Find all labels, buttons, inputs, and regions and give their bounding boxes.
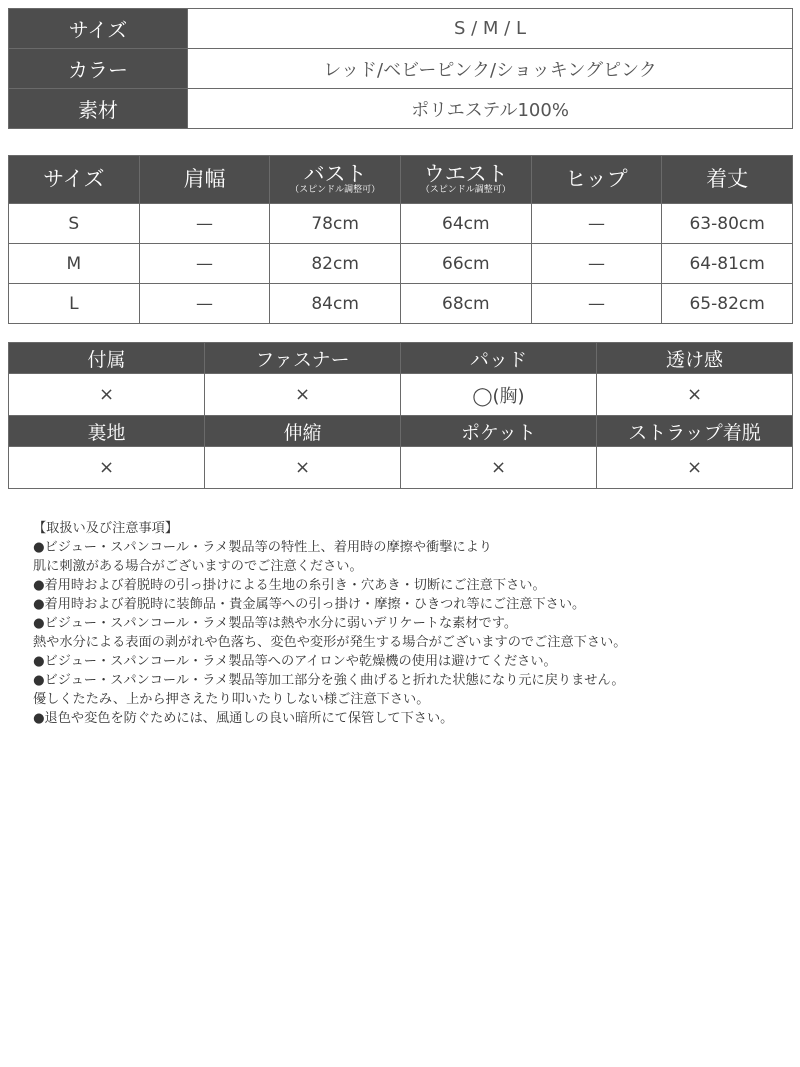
feature-header-lining: 裏地 — [9, 416, 205, 447]
feature-value-pad: ◯(胸) — [401, 374, 597, 416]
feature-value-accessory: × — [9, 374, 205, 416]
header-label: 着丈 — [706, 167, 749, 192]
cell-bust: 78cm — [270, 204, 401, 244]
features-table — [8, 342, 793, 489]
header-sublabel: （スピンドル調整可） — [290, 185, 381, 196]
feature-value-zipper: × — [205, 374, 401, 416]
feature-header-sheerness: 透け感 — [597, 343, 793, 374]
header-label: サイズ — [43, 167, 105, 192]
cell-size: M — [9, 244, 140, 284]
table-row — [9, 374, 793, 416]
spec-row-color — [9, 49, 793, 89]
feature-value-sheerness: × — [597, 374, 793, 416]
spec-row-size — [9, 9, 793, 49]
table-row — [9, 204, 793, 244]
table-row — [9, 447, 793, 489]
note-line: ●ビジュー・スパンコール・ラメ製品等の特性上、着用時の摩擦や衝撃により — [33, 540, 492, 555]
spec-table — [8, 8, 793, 129]
cell-bust: 82cm — [270, 244, 401, 284]
note-line: ●退色や変色を防ぐためには、風通しの良い暗所にて保管して下さい。 — [33, 711, 454, 726]
cell-shoulder: — — [139, 284, 270, 324]
notes-heading: 【取扱い及び注意事項】 — [33, 521, 179, 536]
size-header-size — [9, 156, 140, 204]
size-table — [8, 155, 793, 324]
cell-hip: — — [531, 204, 662, 244]
spec-material-label: 素材 — [9, 89, 188, 129]
care-notes — [33, 519, 793, 728]
spec-size-value: S / M / L — [188, 9, 793, 49]
cell-size: S — [9, 204, 140, 244]
cell-waist: 68cm — [400, 284, 531, 324]
features-header-2 — [9, 416, 793, 447]
size-table-header — [9, 156, 793, 204]
spec-size-label: サイズ — [9, 9, 188, 49]
note-line: 熱や水分による表面の剥がれや色落ち、変色や変形が発生する場合がございますのでご注意下さい。 — [33, 635, 627, 650]
cell-shoulder: — — [139, 204, 270, 244]
cell-hip: — — [531, 244, 662, 284]
feature-header-pad: パッド — [401, 343, 597, 374]
cell-waist: 66cm — [400, 244, 531, 284]
feature-value-strap: × — [597, 447, 793, 489]
spec-color-label: カラー — [9, 49, 188, 89]
header-label: ウエスト — [423, 162, 508, 187]
cell-hip: — — [531, 284, 662, 324]
note-line: ●ビジュー・スパンコール・ラメ製品等へのアイロンや乾燥機の使用は避けてください。 — [33, 654, 557, 669]
header-label: バスト — [303, 162, 367, 187]
cell-bust: 84cm — [270, 284, 401, 324]
header-label: ヒップ — [565, 167, 628, 192]
feature-header-strap: ストラップ着脱 — [597, 416, 793, 447]
size-header-waist — [400, 156, 531, 204]
size-header-hip — [531, 156, 662, 204]
table-row — [9, 284, 793, 324]
size-header-shoulder — [139, 156, 270, 204]
feature-header-pocket: ポケット — [401, 416, 597, 447]
size-header-bust — [270, 156, 401, 204]
spec-material-value: ポリエステル100% — [188, 89, 793, 129]
feature-value-pocket: × — [401, 447, 597, 489]
note-line: ●ビジュー・スパンコール・ラメ製品等加工部分を強く曲げると折れた状態になり元に戻りません。 — [33, 673, 625, 688]
feature-value-lining: × — [9, 447, 205, 489]
cell-shoulder: — — [139, 244, 270, 284]
note-line: ●ビジュー・スパンコール・ラメ製品等は熱や水分に弱いデリケートな素材です。 — [33, 616, 518, 631]
spec-row-material — [9, 89, 793, 129]
note-line: 優しくたたみ、上から押さえたり叩いたりしない様ご注意下さい。 — [33, 692, 430, 707]
header-label: 肩幅 — [183, 167, 226, 192]
cell-length: 63-80cm — [662, 204, 793, 244]
features-header-1 — [9, 343, 793, 374]
feature-header-accessory: 付属 — [9, 343, 205, 374]
note-line: 肌に刺激がある場合がございますのでご注意ください。 — [33, 559, 363, 574]
cell-length: 65-82cm — [662, 284, 793, 324]
feature-header-zipper: ファスナー — [205, 343, 401, 374]
note-line: ●着用時および着脱時に装飾品・貴金属等への引っ掛け・摩擦・ひきつれ等にご注意下さい。 — [33, 597, 586, 612]
cell-size: L — [9, 284, 140, 324]
cell-length: 64-81cm — [662, 244, 793, 284]
spec-color-value: レッド/ベビーピンク/ショッキングピンク — [188, 49, 793, 89]
cell-waist: 64cm — [400, 204, 531, 244]
feature-value-stretch: × — [205, 447, 401, 489]
note-line: ●着用時および着脱時の引っ掛けによる生地の糸引き・穴あき・切断にご注意下さい。 — [33, 578, 546, 593]
header-sublabel: （スピンドル調整可） — [420, 185, 511, 196]
size-header-length — [662, 156, 793, 204]
feature-header-stretch: 伸縮 — [205, 416, 401, 447]
table-row — [9, 244, 793, 284]
